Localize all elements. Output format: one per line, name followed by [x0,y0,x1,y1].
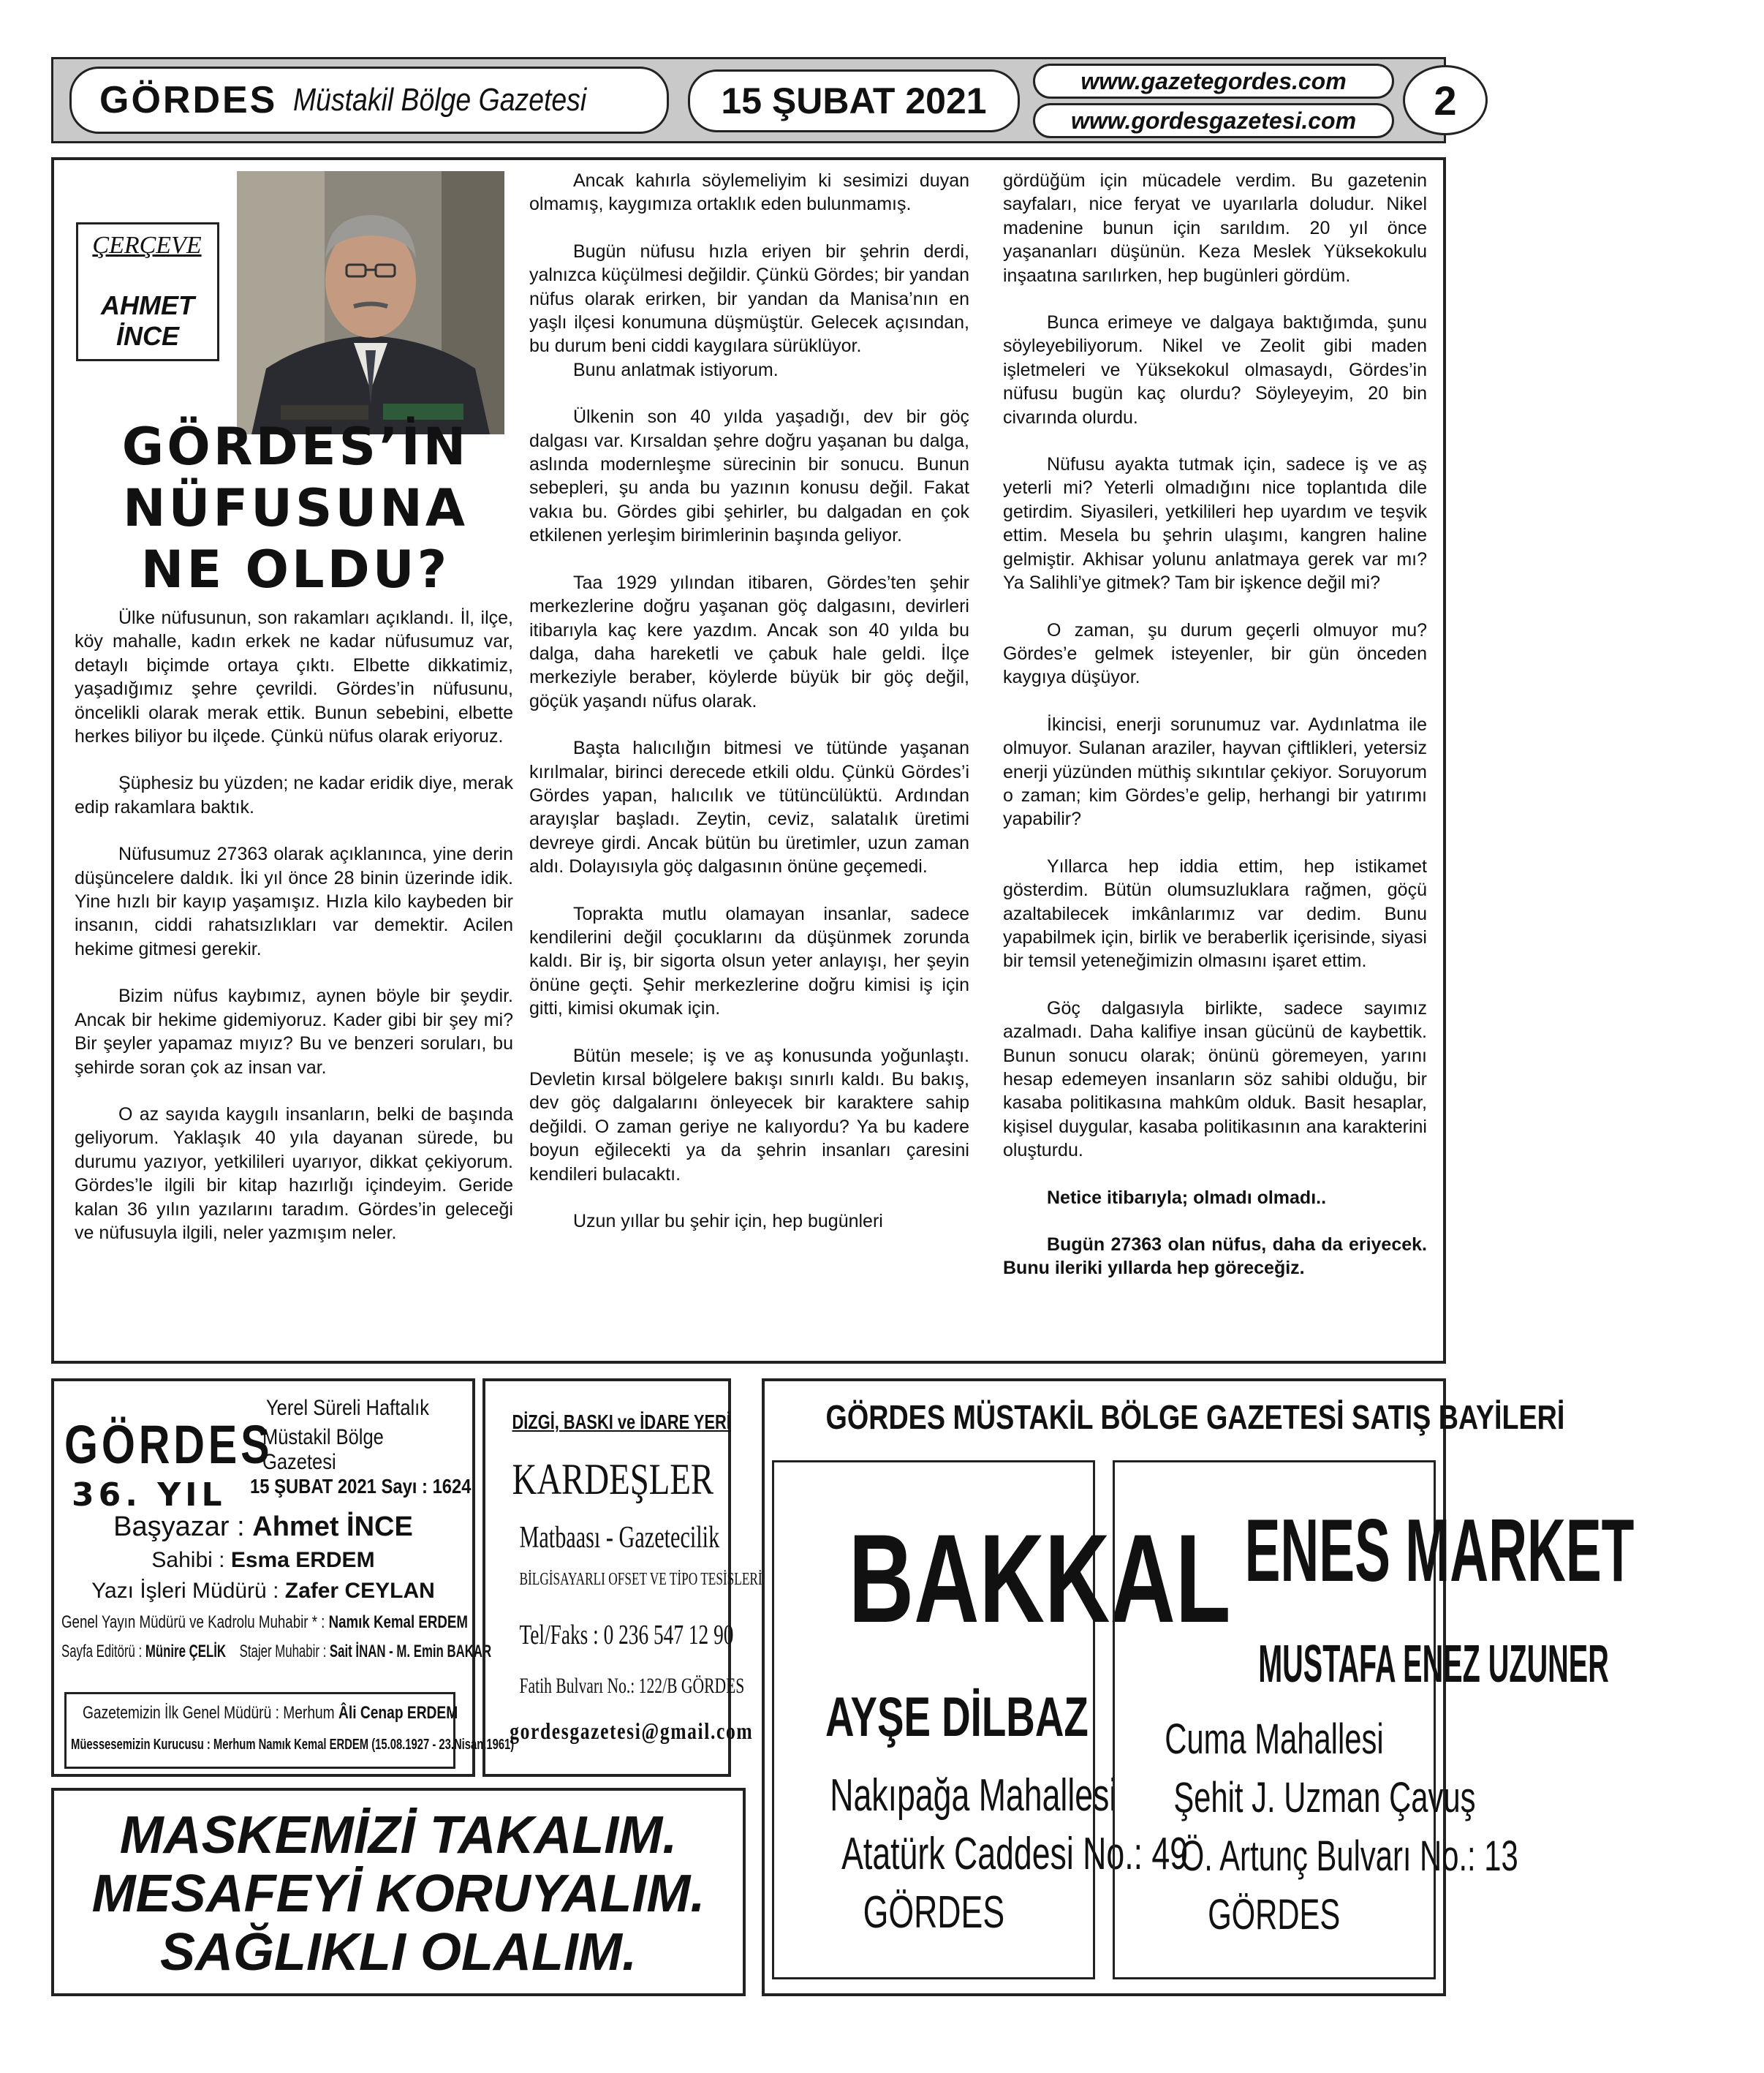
paragraph: Ülke nüfusunun, son rakamları açıklandı. İl, ilçe, köy mahalle, kadın erkek ne kadar nüfusumuz var, detaylı biçimde ortaya çıktı. Elbette dikkatimiz, yaşadığımız şehre çevrildi. Gördes’in nüfusunu, öncelikli olarak merak ettik. Bunun sebebini, elbette herkes biliyor bu ilçede. Çünkü nüfus olarak eriyoruz. [75,608,513,747]
author-photo [237,171,504,434]
dealer-city: GÖRDES [1208,1891,1341,1938]
general-manager: Genel Yayın Müdürü ve Kadrolu Muhabir * : Namık Kemal ERDEM [61,1612,468,1632]
editor-in-chief: Yazı İşleri Müdürü : Zafer CEYLAN [91,1579,435,1603]
article-column-1 [75,606,513,1245]
paragraph: Bizim nüfus kaybımız, aynen böyle bir şeydir. Ancak bir hekime gidemiyoruz. Kader gibi bir şey mi? Bir şeyler yapamaz mıyız? Bu ve benzeri soruları, bu şehirde soran çok az insan var. [75,986,513,1078]
printer-box [482,1378,762,1777]
paragraph: O az sayıda kaygılı insanların, belki de başında geliyorum. Yaklaşık 40 yıla dayanan sürede, bu durumu yazıyor, yetkilileri uyarıyor, dikkat çekiyorum. Gördes’le ilgili bir kitap hazırlığı içindeyim. Geride kalan 36 yılın yazılarını taradım. Gördes’in geleceği ve nüfusuyla ilgili, neler yazmışım neler. [75,1103,513,1243]
dealer-card [1113,1460,1635,1979]
website-link-1[interactable]: www.gazetegordes.com [1033,64,1394,99]
paragraph: Uzun yıllar bu şehir için, hep bugünleri [573,1211,883,1232]
dealer-address-2: Şehit J. Uzman Çavuş [1173,1774,1476,1821]
masthead-box [51,1378,515,1777]
column-tag [76,222,219,361]
masthead-brand: GÖRDES [64,1414,273,1475]
article-frame [51,157,1446,1364]
column-author [78,290,217,352]
paragraph: Bunca erimeye ve dalgaya baktığımda, şunu söyleyebiliyorum. Nikel ve Zeolit gibi maden işletmeleri ve Yüksekokul olmasaydı, Gördes’in nüfusu bugün kaç olurdu? Söyleyeyim, 20 bin civarında olurdu. [1003,312,1427,428]
paragraph: Bütün mesele; iş ve aş konusunda yoğunlaştı. Devletin kırsal bölgelere bakışı sınırlı kaldı. Bu bakış, dev göç dalgalarını önleyecek bir karaktere sahip değildi. O zaman geriye ne kalıyordu? Ya bu kadere boyun eğilecekti ya da şehrin insanları çaresini kendileri bulacaktı. [529,1045,969,1185]
paragraph: Yıllarca hep iddia ettim, hep istikamet gösterdim. Bütün olumsuzluklara rağmen, göçü azaltabilecek imkânlarımız var dedim. Bunu yapabilmek için, birlik ve beraberlik içerisinde, siyasi bir temsil yeteneğimizin olmasını işaret ettim. [1003,856,1427,972]
paragraph: Ülkenin son 40 yılda yaşadığı, dev bir göç dalgası var. Kırsaldan şehre doğru yaşanan bu dalga, aslında modernleşme sürecinin bir sonucu. Bunun sebepleri, şu anda bu yazının konusu değil. Fakat vakıa bu. Gördes gibi şehirler, bu dalgadan en çok etkilenen yerleşim birimlerinin başında geliyor. [529,407,969,546]
health-message-box [51,1788,746,1996]
newspaper-subtitle: Müstakil Bölge Gazetesi [293,82,587,118]
dealer-shop-name: BAKKAL [848,1509,1231,1649]
paragraph: Başta halıcılığın bitmesi ve tütünde yaşanan kırılmalar, birinci derecede etkili oldu. Çünkü Gördes’i Gördes yapan, halıcılık ve tütüncülüktü. Ardından arayışlar başladı. Zeytin, ceviz, salatalık üretimi devreye girdi. Ancak bütün bu üretimler, uzun zaman aldı. Dolayısıyla göç dalgasının önüne geçemedi. [529,738,969,877]
dealer-address-1: Nakıpağa Mahallesi [830,1770,1117,1821]
headline-line-3: NE OLDU? [140,540,450,600]
dealer-city: GÖRDES [863,1887,1004,1938]
article-headline [69,416,522,600]
dealer-shop-name: ENES MARKET [1244,1500,1635,1600]
page-number: 2 [1403,65,1488,135]
health-message-line-2: MESAFEYİ KORUYALIM. [91,1865,705,1923]
founders-box [64,1692,515,1769]
article-column-3 [1003,169,1427,1280]
website-link-2[interactable]: www.gordesgazetesi.com [1033,103,1394,138]
newspaper-brand: GÖRDES [99,79,278,121]
printer-email[interactable]: gordesgazetesi@gmail.com [510,1718,754,1744]
paragraph: Nüfusumuz 27363 olarak açıklanınca, yine derin düşüncelere daldık. İki yıl önce 28 binin üzerinde idik. Yine hızlı bir kayıp yaşamışız. Hızla kilo kaybeden bir insanın, ciddi rahatsızlıkları var demektir. Acilen hekime gitmesi gerekir. [75,844,513,959]
paragraph: Ancak kahırla söylemeliyim ki sesimizi duyan olmamış, kaygımıza ortaklık eden bulunmamış. [529,170,969,215]
printer-address: Fatih Bulvarı No.: 122/B GÖRDES [519,1674,745,1698]
author-first-name: AHMET [101,290,194,320]
column-tag-label: ÇERÇEVE [92,232,202,259]
dealer-address-1: Cuma Mahallesi [1165,1715,1384,1763]
issue-date: 15 ŞUBAT 2021 [688,69,1020,132]
paragraph: O zaman, şu durum geçerli olmuyor mu? Gördes’e gelmek isteyenler, bir gün önceden kaygıya düşüyor. [1003,619,1427,688]
printer-facilities: BİLGİSAYARLI OFSET VE TİPO TESİSLERİ [519,1570,762,1589]
masthead-type-2: Müstakil Bölge Gazetesi [262,1425,384,1474]
paragraph-conclusion: Netice itibarıyla; olmadı olmadı.. [1047,1187,1327,1208]
first-general-manager: Gazetemizin İlk Genel Müdürü : Merhum Âli Cenap ERDEM [83,1703,458,1723]
chief-writer: Başyazar : Ahmet İNCE [113,1511,413,1542]
masthead-type-1: Yerel Süreli Haftalık [266,1396,430,1420]
paragraph: Taa 1929 yılından itibaren, Gördes’ten şehir merkezlerine doğru yaşanan göç dalgasını, devirleri itibarıyla kaç kere yazdım. Ancak son 40 yılda bu dalga, daha hareketli ve çabuk hale geldi. İlçe merkeziyle beraber, köylerde büyük bir göç değil, göçük yaşandı nüfus olarak. [529,572,969,711]
article-column-2 [529,169,969,1233]
paragraph-final: Bugün 27363 olan nüfus, daha da eriyecek. Bunu ileriki yıllarda hep göreceğiz. [1003,1234,1427,1279]
paragraph: Şüphesiz bu yüzden; ne kadar eridik diye, merak edip rakamlara baktık. [75,773,513,818]
newspaper-name-box [69,67,669,134]
masthead-year: 36. YIL [72,1476,227,1514]
owner: Sahibi : Esma ERDEM [151,1548,375,1572]
portrait-image [237,171,504,434]
dealer-owner: AYŞE DİLBAZ [825,1686,1089,1748]
health-message-line-3: SAĞLIKLI OLALIM. [160,1923,637,1982]
dealer-card [772,1460,1231,1979]
paragraph: Bugün nüfusu hızla eriyen bir şehrin derdi, yalnızca küçülmesi değildir. Çünkü Gördes; bir yandan nüfus olarak erirken, bir yandan da Manisa’nın en yaşlı ilçesi konumuna düşmüştür. Gelecek açısından, bu durum beni ciddi kaygılara sürüklüyor. [529,241,969,357]
paragraph: gördüğüm için mücadele verdim. Bu gazetenin sayfaları, nice feryat ve uyarılarla doludur. Nikel madenine bunun için sarıldım. 20 yıl önce yaşananları düşünün. Keza Meslek Yüksekokulu inşaatına sarılırken, hep bugünleri gördüm. [1003,170,1427,286]
dealer-address-3: Ö. Artunç Bulvarı No.: 13 [1180,1832,1518,1880]
masthead-issue: 15 ŞUBAT 2021 Sayı : 1624 [250,1475,472,1498]
dealers-box [762,1378,1635,1996]
printer-name: KARDEŞLER [512,1455,714,1503]
page-header [51,57,1457,143]
paragraph: Nüfusu ayakta tutmak için, sadece iş ve aş yeterli mi? Yeterli olmadığını nice toplantıda dile getirdim. Siyasileri, yetkilileri hep uyardım ve teşvik ettim. Mesela bu şehrin ulaşımı, kangren haline gelmiştir. Akhisar yolunu anlatmaya gerek var mı? Ya Salihli’ye gitmek? Tam bir işkence değil mi? [1003,454,1427,594]
headline-line-2: NÜFUSUNA [122,478,469,538]
printer-type: Matbaası - Gazetecilik [519,1521,720,1555]
paragraph: Bunu anlatmak istiyorum. [573,359,779,380]
paragraph: İkincisi, enerji sorunumuz var. Aydınlatma ile olmuyor. Sulanan araziler, hayvan çiftlikleri, yetersiz enerji yüzünden müthiş sıkıntılar çekiyor. Soruyorum o zaman; kim Gördes’e gelip, herhangi bir yatırımı yapabilir? [1003,714,1427,830]
paragraph: Toprakta mutlu olamayan insanlar, sadece kendilerini değil çocuklarını da düşünmek zorunda kaldı. Bir iş, bir sigorta olsun yeter anlayışı, her şeyin önüne geçti. Şehir merkezlerine doğru kimisi iş için gitti, kimisi okumak için. [529,903,969,1019]
founder: Müessesemizin Kurucusu : Merhum Namık Kemal ERDEM (15.08.1927 - 23.Nisan.1961) [71,1737,515,1753]
printer-phone: Tel/Faks : 0 236 547 12 90 [519,1620,734,1650]
paragraph: Göç dalgasıyla birlikte, sadece sayımız azalmadı. Daha kalifiye insan gücünü de kaybettik. Bunun sonucu olarak; önünü göremeyen, yarını hesap edemeyen insanların söz sahibi olduğu, bir kasaba politikasına mahkûm olduk. Basit hesaplar, kişisel duygular, kasaba politikasının ana karakterini oluşturdu. [1003,997,1427,1161]
health-message-line-1: MASKEMİZİ TAKALIM. [119,1806,678,1865]
page-editor: Sayfa Editörü : Münire ÇELİK Stajer Muhabir : Sait İNAN - M. Emin BAKAR [61,1642,492,1661]
headline-line-1: GÖRDES’İN [121,417,469,477]
dealers-title: GÖRDES MÜSTAKİL BÖLGE GAZETESİ SATIŞ BAYİLERİ [825,1398,1565,1436]
printer-label: DİZGİ, BASKI ve İDARE YERİ [512,1411,731,1433]
dealer-owner: MUSTAFA ENEZ UZUNER [1258,1635,1609,1693]
dealer-address-2: Atatürk Caddesi No.: 49 [841,1829,1189,1879]
author-last-name: İNCE [116,321,179,351]
